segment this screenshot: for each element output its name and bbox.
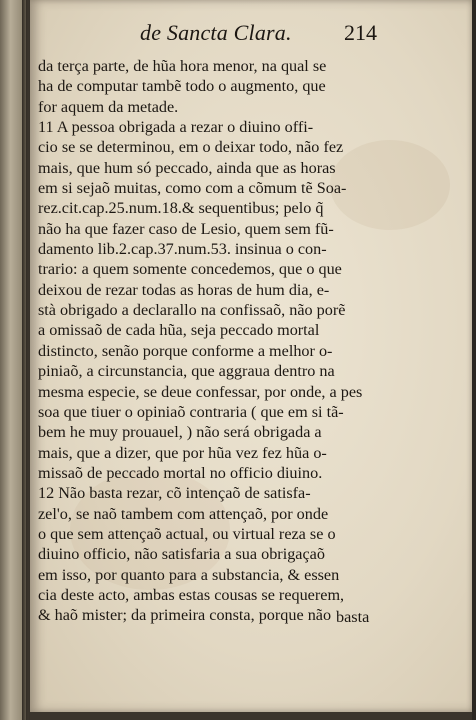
text-line: diuino officio, não satisfaria a sua obrigaçaõ	[38, 545, 325, 564]
text-line: em si sejaõ muitas, como com a cõmum tẽ Soa-	[38, 179, 347, 198]
text-line: bem he muy prouauel, ) não será obrigada a	[38, 423, 322, 442]
text-line: 11 A pessoa obrigada a rezar o diuino offi-	[38, 118, 314, 137]
text-line: deixou de rezar todas as horas de hum dia, e-	[38, 280, 330, 299]
text-line: missaõ de peccado mortal no officio diuino.	[38, 463, 323, 482]
text-line: o que sem attençaõ actual, ou virtual reza se o	[38, 524, 336, 543]
text-line: stà obrigado a declarallo na confissaõ, não porẽ	[38, 301, 346, 320]
text-line: & haõ mister; da primeira consta, porque não	[38, 606, 332, 625]
page-number: 214	[344, 20, 377, 45]
page-header	[30, 14, 472, 54]
page-bottom-edge	[30, 712, 472, 720]
text-line: cia deste acto, ambas estas cousas se requerem,	[38, 585, 345, 604]
text-line: distincto, senão porque conforme a melhor o-	[38, 341, 333, 360]
text-line: zel'o, se naõ tambem com attençaõ, por onde	[38, 504, 329, 523]
text-line: a omissaõ de cada hũa, seja peccado mortal	[38, 321, 320, 340]
text-line: damento lib.2.cap.37.num.53. insinua o con-	[38, 240, 327, 259]
text-line: cio se se determinou, em o deixar todo, não fez	[38, 138, 344, 157]
text-line: não ha que fazer caso de Lesio, quem sem fũ-	[38, 219, 334, 238]
text-line: soa que tiuer o opiniaõ contraria ( que em si tã-	[38, 402, 344, 421]
catchword: basta	[336, 608, 370, 626]
text-line: 12 Não basta rezar, cõ intençaõ de satisfa-	[38, 484, 311, 503]
text-line: piniaõ, a circunstancia, que aggraua dentro na	[38, 362, 335, 381]
text-line: mais, que a dizer, que por hũa vez fez hũa o-	[38, 443, 327, 462]
book-page	[30, 0, 472, 712]
text-line: mais, que hum só peccado, ainda que as horas	[38, 158, 336, 177]
text-line: for aquem da metade.	[38, 97, 179, 116]
text-line: rez.cit.cap.25.num.18.& sequentibus; pelo q̃	[38, 199, 324, 218]
text-line: em isso, por quanto para a substancia, & essen	[38, 565, 340, 584]
text-line: mesma especie, se deue confessar, por onde, a pes	[38, 382, 363, 401]
body-text	[38, 56, 376, 626]
running-head: de Sancta Clara.	[140, 20, 292, 45]
text-line: ha de computar tambẽ todo o augmento, que	[38, 77, 326, 96]
text-line: trario: a quem somente concedemos, que o que	[38, 260, 342, 279]
text-line: da terça parte, de hũa hora menor, na qual se	[38, 57, 327, 75]
